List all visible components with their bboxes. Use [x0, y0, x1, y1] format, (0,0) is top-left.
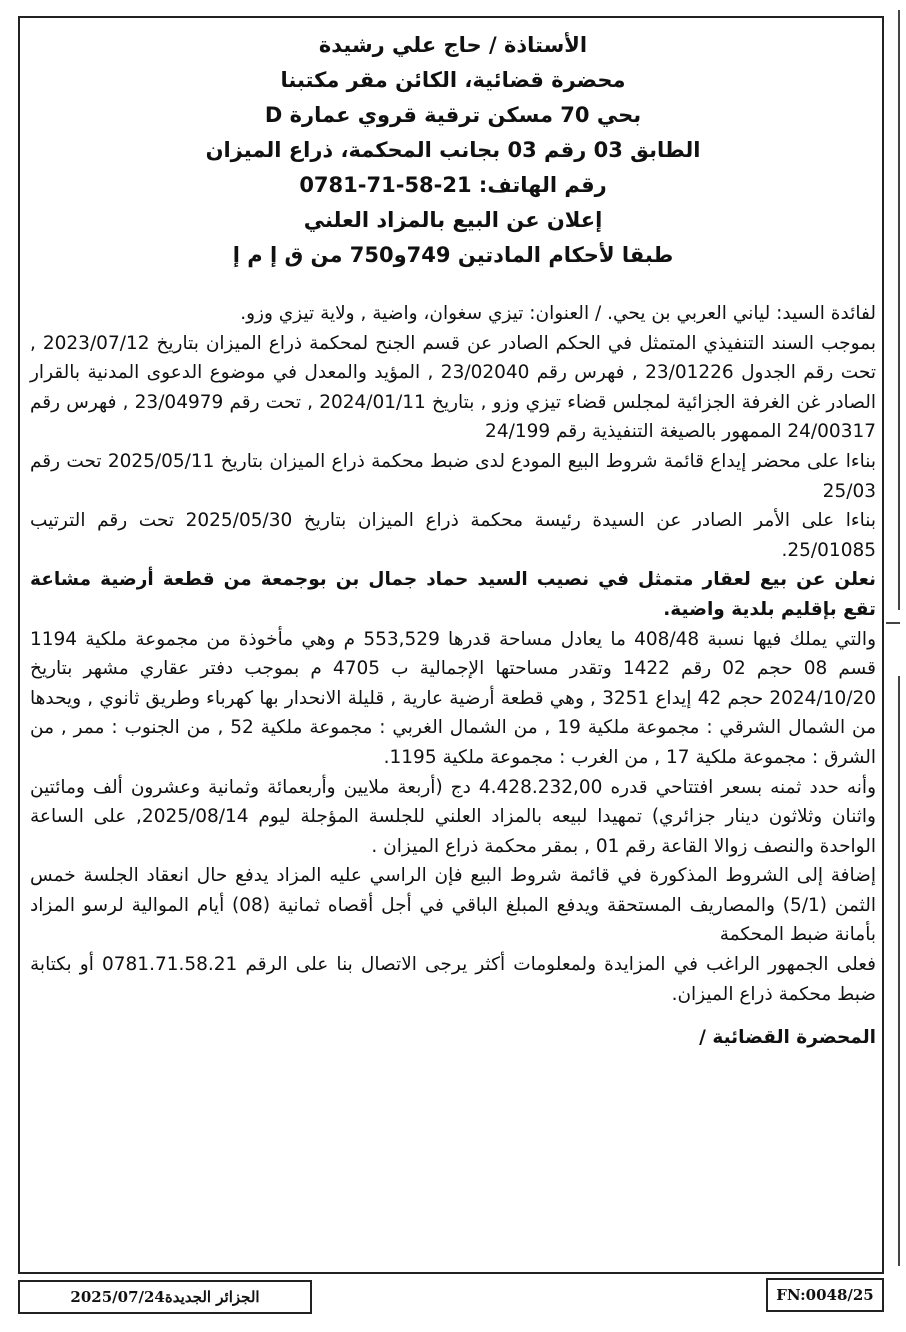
payment-terms-paragraph: إضافة إلى الشروط المذكورة في قائمة شروط البيع فإن الراسي عليه المزاد يدفع حال انعقاد الجلسة خمس الثمن (5/1) والمصاريف المستحقة ويدفع المبلغ الباقي في أجل أقصاه ثمانية (08) أيام الموالية لرسو المزاد بأمانة ضبط المحكمة: [30, 865, 876, 946]
bailiff-name: الأستاذة / حاج علي رشيدة: [318, 33, 588, 57]
property-announcement-paragraph: نعلن عن بيع لعقار متمثل في نصيب السيد حماد جمال بن بوجمعة من قطعة أرضية مشاعة تقع بإقليم بلدية واضية.: [30, 569, 876, 620]
right-edge-line: [898, 10, 900, 610]
notice-title: إعلان عن البيع بالمزاد العلني: [303, 208, 603, 232]
property-description-paragraph: والتي يملك فيها نسبة 408/48 ما يعادل مساحة قدرها 553,529 م وهي مأخوذة من مجموعة ملكية 1194 قسم 08 حجم 02 رقم 1422 وتقدر مساحتها الإجمالية ب 4705 م بموجب دفتر عقاري مشهر بتاريخ 2024/10/20 حجم 42 إيداع 3251 , وهي قطعة أرضية عارية , قليلة الانحدار بها كهرباء وطريق ثانوي , ويحدها من الشمال الشرقي : مجموعة ملكية 19 , من الشمال الغربي : مجموعة ملكية 52 , من الجنوب : ممر , من الشرق : مجموعة ملكية 17 , من الغرب : مجموعة ملكية 1195.: [30, 628, 877, 768]
phone-line: رقم الهاتف: 21-58-71-0781: [299, 173, 607, 197]
date-stamp-box: الجزائر الجديدة2025/07/24: [18, 1280, 312, 1314]
header-block: [30, 28, 876, 273]
address-line-1: بحي 70 مسكن ترقية قروي عمارة D: [264, 103, 642, 127]
right-edge-line-lower: [898, 676, 900, 1266]
notice-body: [30, 299, 876, 1009]
conditions-deposit-paragraph: بناءا على محضر إيداع قائمة شروط البيع المودع لدى ضبط محكمة ذراع الميزان بتاريخ 2025/05/11 تحت رقم 25/03: [30, 450, 876, 502]
beneficiary-paragraph: لفائدة السيد: لياني العربي بن يحي. / العنوان: تيزي سغوان، واضية , ولاية تيزي وزو.: [240, 303, 876, 324]
court-order-paragraph: بناءا على الأمر الصادر عن السيدة رئيسة محكمة ذراع الميزان بتاريخ 2025/05/30 تحت رقم الترتيب 25/01085.: [30, 510, 876, 561]
fn-code-box: FN:0048/25: [766, 1278, 884, 1312]
legal-basis-line: طبقا لأحكام المادتين 749و750 من ق إ م إ: [232, 243, 674, 267]
contact-paragraph: فعلى الجمهور الراغب في المزايدة ولمعلومات أكثر يرجى الاتصال بنا على الرقم 0781.71.58.21 أو بكتابة ضبط محكمة ذراع الميزان.: [30, 954, 876, 1005]
price-session-paragraph: وأنه حدد ثمنه بسعر افتتاحي قدره 4.428.232,00 دج (أربعة ملايين وأربعمائة وثمانية وعشرون ألف ومائتين واثنان وثلاثون دينار جزائري) تمهيدا لبيعه بالمزاد العلني للجلسة المؤجلة ليوم 2025/08/14, على الساعة الواحدة والنصف زوالا القاعة رقم 01 , بمقر محكمة ذراع الميزان .: [30, 776, 876, 857]
announcement: [30, 28, 876, 1048]
right-edge-tick: [886, 622, 900, 624]
address-line-2: الطابق 03 رقم 03 بجانب المحكمة، ذراع الميزان: [205, 138, 701, 162]
office-line: محضرة قضائية، الكائن مقر مكتبنا: [280, 68, 626, 92]
enforcement-title-paragraph: بموجب السند التنفيذي المتمثل في الحكم الصادر عن قسم الجنح لمحكمة ذراع الميزان بتاريخ 2023/07/12 , تحت رقم الجدول 23/01226 , فهرس رقم 23/02040 , المؤيد والمعدل في موضوع الدعوى المدنية بالقرار الصادر غن الغرفة الجزائية لمجلس قضاء تيزي وزو , بتاريخ 2024/01/11 , تحت رقم 23/04979 , فهرس رقم 24/00317 الممهور بالصيغة التنفيذية رقم 24/199: [30, 332, 877, 443]
signature: المحضرة القضائية /: [699, 1027, 876, 1049]
